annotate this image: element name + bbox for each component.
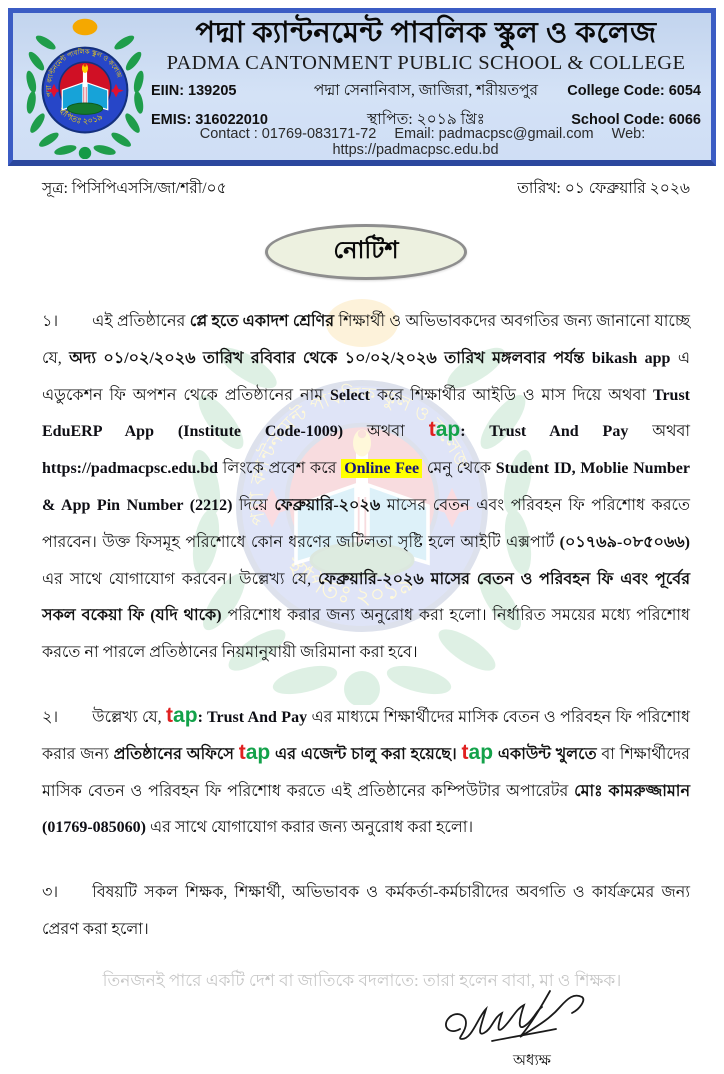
school-name-english: PADMA CANTONMENT PUBLIC SCHOOL & COLLEGE — [166, 52, 686, 75]
text-segment: প্লে হতে একাদশ শ্রেণির — [189, 313, 335, 330]
footer-quote: তিনজনই পারে একটি দেশ বা জাতিকে বদলাতে: তারা হলেন বাবা, মা ও শিক্ষক। — [102, 971, 622, 990]
established-year: স্থাপিত: ২০১৯ খ্রিঃ — [367, 111, 485, 129]
text-segment: ap — [468, 740, 494, 764]
text-segment: t — [428, 418, 436, 442]
notice-body — [0, 168, 724, 1074]
text-segment: এর সাথে যোগাযোগ করার জন্য অনুরোধ করা হলো। — [145, 819, 474, 837]
text-segment: বা শিক্ষার্থীদের মাসিক বেতন ও পরিবহন ফি পরিশোধ করতে এই প্রতিষ্ঠানের কম্পিউটার অপারেটর — [42, 745, 690, 800]
text-segment: t — [238, 740, 246, 764]
text-segment: এই প্রতিষ্ঠানের — [92, 313, 190, 330]
text-segment: অথবা — [343, 423, 429, 441]
text-segment: একাউন্ট খুলতে — [493, 745, 597, 763]
reference-number: সূত্র: পিসিপিএসসি/জা/শরী/০৫ — [42, 180, 227, 197]
text-segment: : Trust And Pay — [460, 423, 629, 441]
text-segment: ap — [173, 703, 198, 727]
text-segment: মেনু থেকে — [422, 460, 496, 478]
text-segment: : Trust And Pay — [197, 708, 308, 726]
notice-paragraph-1 — [42, 304, 690, 672]
school-name-bengali: পদ্মা ক্যান্টনমেন্ট পাবলিক স্কুল ও কলেজ — [195, 17, 657, 49]
signature-block — [432, 983, 632, 1074]
paragraph-number: ৩। — [42, 884, 59, 902]
text-segment: করে শিক্ষার্থীর আইডি ও মাস দিয়ে অথবা — [370, 386, 653, 404]
paragraph-number: ১। — [42, 313, 59, 330]
text-segment: (০১৭৬৯-০৮৫০৬৬) — [559, 533, 690, 551]
text-segment: ap — [245, 740, 271, 764]
text-segment: এ এডুকেশন ফি অপশন থেকে প্রতিষ্ঠানের নাম — [42, 349, 690, 404]
notice-title: নোটিশ — [333, 238, 399, 264]
text-segment: ফেব্রুয়ারি-২০২৬ মাসের বেতন ও পরিবহন ফি এবং পূর্বের সকল বকেয়া ফি (যদি থাকে) — [42, 570, 690, 625]
school-code: School Code: 6066 — [571, 112, 701, 129]
text-segment: এর মাধ্যমে শিক্ষার্থীদের মাসিক বেতন ও পরিবহন ফি পরিশোধ করার জন্য — [42, 708, 690, 763]
contact-line — [133, 126, 705, 158]
text-segment: Trust EduERP App (Institute Code-1009) — [42, 386, 690, 441]
text-segment: মাসের বেতন এবং পরিবহন ফি পরিশোধ করতে পারবেন। উক্ত ফিসমূহ পরিশোধে কোন ধরণের জটিলতা সৃষ্টি হলে আইটি এক্সপার্ট — [42, 496, 690, 551]
contact-email: Email: padmacpsc@gmail.com — [394, 126, 594, 142]
contact-website: Web: https://padmacpsc.edu.bd — [332, 126, 646, 158]
text-segment: অথবা — [628, 423, 691, 441]
school-address: পদ্মা সেনানিবাস, জাজিরা, শরীয়তপুর — [313, 82, 539, 100]
text-segment: অদ্য ০১/০২/২০২৬ তারিখ রবিবার থেকে ১০/০২/২০২৬ তারিখ মঙ্গলবার পর্যন্ত — [69, 349, 592, 367]
text-segment: উল্লেখ্য যে, — [92, 708, 167, 726]
text-segment: Student ID, Moblie Number & App Pin Number (2212) — [42, 460, 690, 514]
text-segment: (01769-085060) — [42, 819, 146, 837]
text-segment: t — [461, 740, 469, 764]
contact-phone: Contact : 01769-083171-72 — [199, 126, 377, 142]
text-segment: দিয়ে — [232, 496, 275, 514]
notice-date: তারিখ: ০১ ফেব্রুয়ারি ২০২৬ — [517, 180, 690, 197]
school-emblem-icon — [23, 17, 147, 159]
text-segment: এর সাথে যোগাযোগ করবেন। উল্লেখ্য যে, — [42, 570, 318, 588]
text-segment: t — [166, 703, 174, 727]
text-segment: শিক্ষার্থী ও অভিভাবকদের অবগতির জন্য জানানো যাচ্ছে যে, — [42, 313, 690, 367]
notice-paragraph-2 — [42, 700, 690, 847]
text-segment: bikash app — [591, 349, 671, 367]
text-segment: মোঃ কামরুজ্জামান — [574, 782, 690, 800]
eiin-number: EIIN: 139205 — [151, 83, 237, 100]
notice-title-oval — [265, 224, 467, 280]
text-segment: Select — [330, 386, 370, 404]
school-logo — [23, 17, 147, 159]
text-segment: লিংকে প্রবেশ করে — [218, 460, 342, 478]
emis-number: EMIS: 316022010 — [151, 112, 268, 129]
text-segment: প্রতিষ্ঠানের অফিসে — [113, 745, 239, 763]
text-segment: পরিশোধ করার জন্য অনুরোধ করা হলো। নির্ধারিত সময়ের মধ্যে পরিশোধ করতে না পারলে প্রতিষ্ঠানের নিয়মানুযায়ী জরিমানা করা হবে। — [42, 607, 691, 662]
paragraph-number: ২। — [42, 708, 59, 726]
notice-paragraphs — [42, 304, 690, 949]
notice-paragraph-3 — [42, 875, 690, 949]
text-segment: এর এজেন্ট চালু করা হয়েছে। — [270, 745, 462, 763]
text-segment: বিষয়টি সকল শিক্ষক, শিক্ষার্থী, অভিভাবক ও কর্মকর্তা-কর্মচারীদের অবগতি ও কার্যক্রমের জন্য প্রেরণ করা হলো। — [42, 884, 690, 938]
signatory-title: অধ্যক্ষ — [513, 1052, 551, 1069]
text-segment: ফেব্রুয়ারি-২০২৬ — [274, 496, 381, 514]
letterhead — [8, 8, 716, 166]
text-segment: ap — [435, 418, 461, 442]
text-segment: https://padmacpsc.edu.bd — [42, 460, 219, 478]
college-code: College Code: 6054 — [567, 83, 701, 100]
text-segment: Online Fee — [341, 459, 422, 478]
